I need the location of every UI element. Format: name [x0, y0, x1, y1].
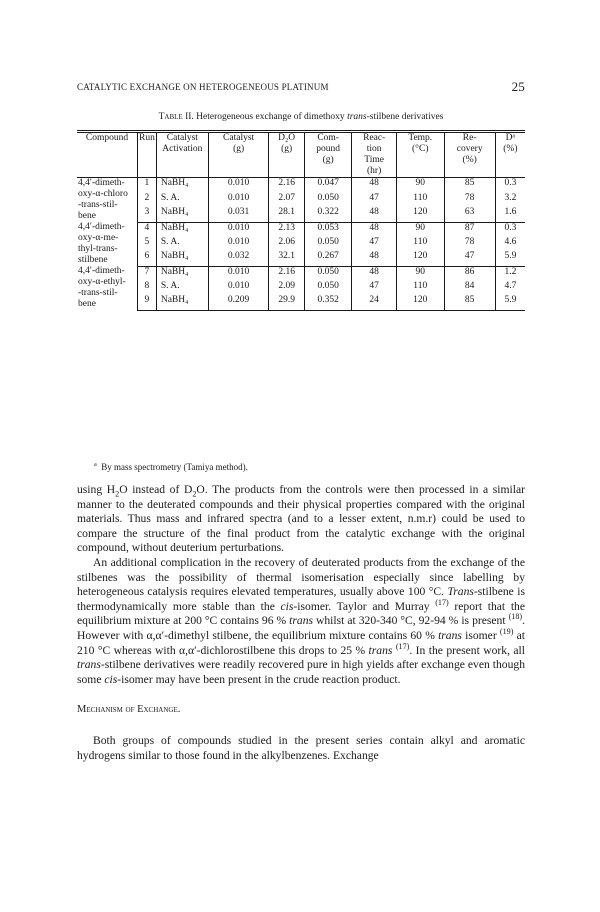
cell-time: 48: [352, 251, 397, 266]
cell-recovery: 87: [444, 222, 495, 237]
cell-activation: NaBH₄: [156, 295, 208, 310]
table-row: [77, 207, 525, 222]
cell-recovery: 78: [444, 237, 495, 251]
header-reaction-time: Reac- tion Time (hr): [352, 132, 397, 178]
cell-d2o: 32.1: [269, 251, 305, 266]
cell-run: 2: [138, 193, 157, 207]
table-caption-tail: -stilbene derivatives: [366, 112, 444, 122]
cell-catalyst: 0.010: [208, 222, 269, 237]
cell-compound: 0.050: [304, 266, 351, 281]
cell-temp: 110: [396, 281, 444, 295]
cell-run: 5: [138, 237, 157, 251]
cell-catalyst: 0.010: [208, 266, 269, 281]
cell-catalyst: 0.031: [208, 207, 269, 222]
cell-temp: 90: [396, 222, 444, 237]
cell-activation: NaBH₄: [156, 222, 208, 237]
paragraph-1: using $H_2O$ instead of $D_2O$. The products from the controls were then processed in a similar manner to the deuterated compounds and their physical properties compared with the original materials. Thus mass and infrared spectra (and to a lesser extent, n.m.r) could be used to compare the structure of the final product from the catalytic exchange with the original compound, without deuterium perturbations.: [77, 483, 525, 555]
cell-d: 5.9: [495, 251, 525, 266]
cell-temp: 110: [396, 193, 444, 207]
table-header-row: [77, 132, 525, 178]
cell-recovery: 47: [444, 251, 495, 266]
table-label: Table II.: [158, 112, 194, 122]
cell-recovery: 63: [444, 207, 495, 222]
cell-activation: NaBH₄: [156, 266, 208, 281]
cell-compound: 0.050: [304, 237, 351, 251]
cell-time: 24: [352, 295, 397, 310]
cell-compound: 0.050: [304, 193, 351, 207]
cell-run: 1: [138, 178, 157, 193]
header-catalyst-g: Catalyst (g): [208, 132, 269, 178]
cell-run: 9: [138, 295, 157, 310]
cell-temp: 90: [396, 178, 444, 193]
cell-catalyst: 0.032: [208, 251, 269, 266]
cell-d: 0.3: [504, 222, 517, 233]
table-caption-text: Heterogeneous exchange of dimethoxy: [196, 112, 345, 122]
cell-time: 47: [352, 193, 397, 207]
cell-recovery: 85: [444, 178, 495, 193]
cell-activation: NaBH₄: [156, 178, 208, 193]
cell-catalyst: 0.010: [208, 193, 269, 207]
table-caption: [77, 112, 525, 122]
cell-recovery: 84: [444, 281, 495, 295]
paragraph-3: Both groups of compounds studied in the present series contain alkyl and aromatic hydrogens similar to those found in the alkylbenzenes. Exchange: [77, 733, 525, 762]
header-d: Dᵃ (%): [495, 132, 525, 178]
cell-d: 4.6: [504, 236, 517, 247]
cell-recovery: 78: [444, 193, 495, 207]
cell-compound: 0.322: [304, 207, 351, 222]
table-row: [77, 281, 525, 295]
cell-temp: 120: [396, 251, 444, 266]
cell-activation: NaBH₄: [156, 207, 208, 222]
cell-run: 4: [138, 222, 157, 237]
cell-time: 47: [352, 281, 397, 295]
cell-recovery: 85: [444, 295, 495, 310]
section-heading: Mechanism of Exchange.: [77, 704, 181, 716]
table-row: [77, 178, 525, 193]
cell-catalyst: 0.209: [208, 295, 269, 310]
cell-catalyst: 0.010: [208, 178, 269, 193]
header-catalyst-activation: Catalyst Activation: [156, 132, 208, 178]
cell-time: 48: [352, 266, 397, 281]
body-text: [77, 483, 525, 763]
exchange-table: [77, 130, 525, 311]
cell-d2o: 28.1: [269, 207, 305, 222]
compound-name-cell: 4,4′-dimeth- oxy-α-ethyl- -trans-stil- bene: [77, 266, 138, 310]
cell-activation: S. A.: [156, 193, 208, 207]
cell-recovery: 86: [444, 266, 495, 281]
cell-compound: 0.050: [304, 281, 351, 295]
header-compound: Compound: [77, 132, 138, 178]
cell-activation: S. A.: [156, 281, 208, 295]
header-compound-g: Com- pound (g): [304, 132, 351, 178]
cell-d: 4.7: [504, 280, 517, 291]
cell-activation: S. A.: [156, 237, 208, 251]
cell-compound: 0.047: [304, 178, 351, 193]
cell-d2o: 2.16: [269, 266, 305, 281]
cell-time: 48: [352, 207, 397, 222]
compound-name-cell: 4,4′-dimeth- oxy-α-chloro -trans-stil- bene: [77, 178, 138, 223]
table-row: [77, 237, 525, 251]
exchange-table-wrapper: [77, 130, 525, 311]
header-d2o: D₂O (g): [269, 132, 305, 178]
cell-time: 48: [352, 222, 397, 237]
table-row: [77, 222, 525, 237]
cell-temp: 110: [396, 237, 444, 251]
cell-compound: 0.267: [304, 251, 351, 266]
cell-temp: 120: [396, 207, 444, 222]
page-header: [77, 80, 525, 96]
table-row: [77, 193, 525, 207]
cell-time: 48: [352, 178, 397, 193]
table-footnote: [94, 462, 248, 472]
table-row: [77, 251, 525, 266]
cell-d2o: 29.9: [269, 295, 305, 310]
cell-d2o: 2.16: [269, 178, 305, 193]
cell-run: 7: [138, 266, 157, 281]
cell-run: 3: [138, 207, 157, 222]
cell-catalyst: 0.010: [208, 281, 269, 295]
header-recovery: Re- covery (%): [444, 132, 495, 178]
cell-d: 1.2: [504, 266, 517, 277]
cell-d: 3.2: [504, 192, 517, 203]
cell-run: 6: [138, 251, 157, 266]
cell-compound: 0.352: [304, 295, 351, 310]
cell-d2o: 2.13: [269, 222, 305, 237]
compound-name-cell: 4,4′-dimeth- oxy-α-me- thyl-trans- stilbene: [77, 222, 138, 266]
running-title: CATALYTIC EXCHANGE ON HETEROGENEOUS PLATINUM: [77, 82, 329, 92]
cell-d: 0.3: [504, 178, 517, 188]
cell-d: 1.6: [495, 207, 525, 222]
cell-time: 47: [352, 237, 397, 251]
cell-catalyst: 0.010: [208, 237, 269, 251]
footnote-text: By mass spectrometry (Tamiya method).: [101, 462, 248, 472]
table-row: [77, 266, 525, 281]
header-temp: Temp. (°C): [396, 132, 444, 178]
page-number: 25: [511, 79, 525, 94]
table-row: [77, 295, 525, 310]
footnote-mark: a: [94, 461, 97, 468]
cell-d2o: 2.07: [269, 193, 305, 207]
cell-activation: NaBH₄: [156, 251, 208, 266]
paragraph-2: An additional complication in the recovery of deuterated products from the exchange of the stilbenes was the possibility of thermal isomerisation especially since labelling by heterogeneous catalysis requires elevated temperatures, usually above 100 °C. Trans-stilbene is thermodynamically more stable than the cis-isomer. Taylor and Murray $^{(17)}$ report that the equilibrium mixture at 200 °C contains 96 % trans whilst at 320-340 °C, 92-94 % is present $^{(18)}$. However with α,α′-dimethyl stilbene, the equilibrium mixture contains 60 % trans isomer $^{(19)}$ at 210 °C whereas with α,α′-dichlorostilbene this drops to 25 % trans $^{(17)}$. In the present work, all trans-stilbene derivatives were readily recovered pure in high yields after exchange even though some cis-isomer may have been present in the crude reaction product.: [77, 555, 526, 686]
cell-d2o: 2.09: [269, 281, 305, 295]
cell-run: 8: [138, 281, 157, 295]
table-caption-italic: trans: [347, 112, 367, 122]
cell-temp: 120: [396, 295, 444, 310]
cell-d2o: 2.06: [269, 237, 305, 251]
cell-d: 5.9: [495, 295, 525, 310]
header-run: Run: [138, 132, 157, 178]
cell-temp: 90: [396, 266, 444, 281]
cell-compound: 0.053: [304, 222, 351, 237]
